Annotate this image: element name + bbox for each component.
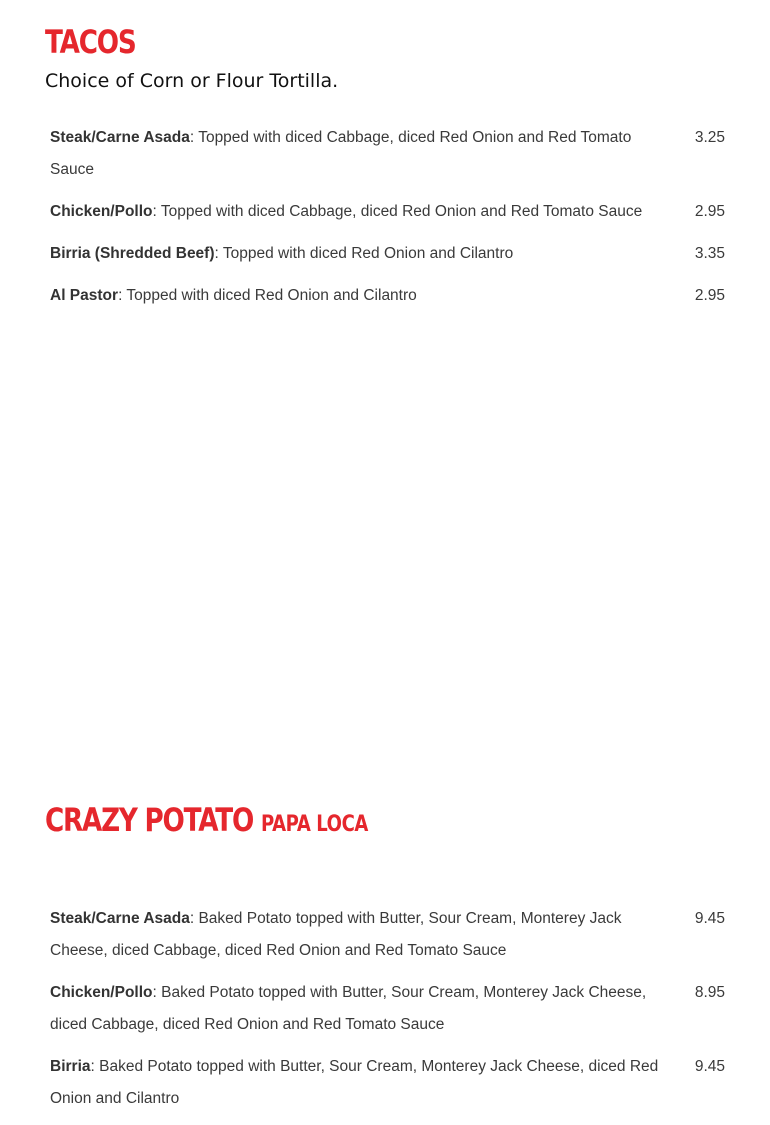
item-price: 8.95 — [694, 984, 725, 1001]
item-description — [50, 903, 678, 967]
item-price: 9.45 — [694, 1058, 725, 1075]
menu-item-tacos-chicken — [45, 196, 725, 228]
tacos-menu-list — [45, 122, 725, 312]
item-name: Steak/Carne Asada — [50, 129, 190, 146]
item-price: 2.95 — [694, 203, 725, 220]
tacos-section — [45, 22, 725, 322]
item-price: 3.25 — [694, 129, 725, 146]
tacos-title — [45, 22, 603, 62]
item-name: Steak/Carne Asada — [50, 910, 190, 927]
item-detail: : Baked Potato topped with Butter, Sour Cream, Monterey Jack Cheese, diced Cabbage, diced Red Onion and Red Tomato Sauce — [50, 984, 647, 1033]
item-description — [50, 122, 678, 186]
item-detail: : Topped with diced Cabbage, diced Red Onion and Red Tomato Sauce — [152, 203, 643, 220]
potato-menu-list — [45, 903, 725, 1115]
tacos-title-text: TACOS — [45, 23, 136, 61]
item-name: Chicken/Pollo — [50, 984, 153, 1001]
item-description — [50, 1051, 678, 1115]
menu-item-tacos-al-pastor — [45, 280, 725, 312]
item-description — [50, 196, 678, 228]
item-description — [50, 238, 678, 270]
menu-item-tacos-birria — [45, 238, 725, 270]
item-price: 2.95 — [694, 287, 725, 304]
item-name: Al Pastor — [50, 287, 119, 304]
tacos-note: Choice of Corn or Flour Tortilla. — [45, 70, 339, 92]
item-price: 3.35 — [694, 245, 725, 262]
item-detail: : Baked Potato topped with Butter, Sour Cream, Monterey Jack Cheese, diced Cabbage, diced Red Onion and Red Tomato Sauce — [50, 910, 622, 959]
menu-item-potato-birria — [45, 1051, 725, 1115]
item-price: 9.45 — [694, 910, 725, 927]
papa-loca-subtitle: PAPA LOCA — [260, 812, 368, 837]
menu-item-potato-steak — [45, 903, 725, 967]
item-detail: : Topped with diced Red Onion and Cilantro — [118, 287, 417, 304]
item-name: Birria (Shredded Beef) — [50, 245, 215, 262]
crazy-potato-title-text: CRAZY POTATO — [45, 801, 254, 839]
item-name: Chicken/Pollo — [50, 203, 153, 220]
item-description — [50, 977, 678, 1041]
item-detail: : Baked Potato topped with Butter, Sour Cream, Monterey Jack Cheese, diced Red Onion and Cilantro — [50, 1058, 659, 1107]
crazy-potato-title — [45, 800, 603, 845]
crazy-potato-section — [45, 800, 725, 1125]
menu-item-potato-chicken — [45, 977, 725, 1041]
item-detail: : Topped with diced Red Onion and Cilantro — [214, 245, 514, 262]
menu-item-tacos-steak — [45, 122, 725, 186]
item-description — [50, 280, 678, 312]
item-name: Birria — [50, 1058, 91, 1075]
item-detail: : Topped with diced Cabbage, diced Red Onion and Red Tomato Sauce — [50, 129, 632, 178]
